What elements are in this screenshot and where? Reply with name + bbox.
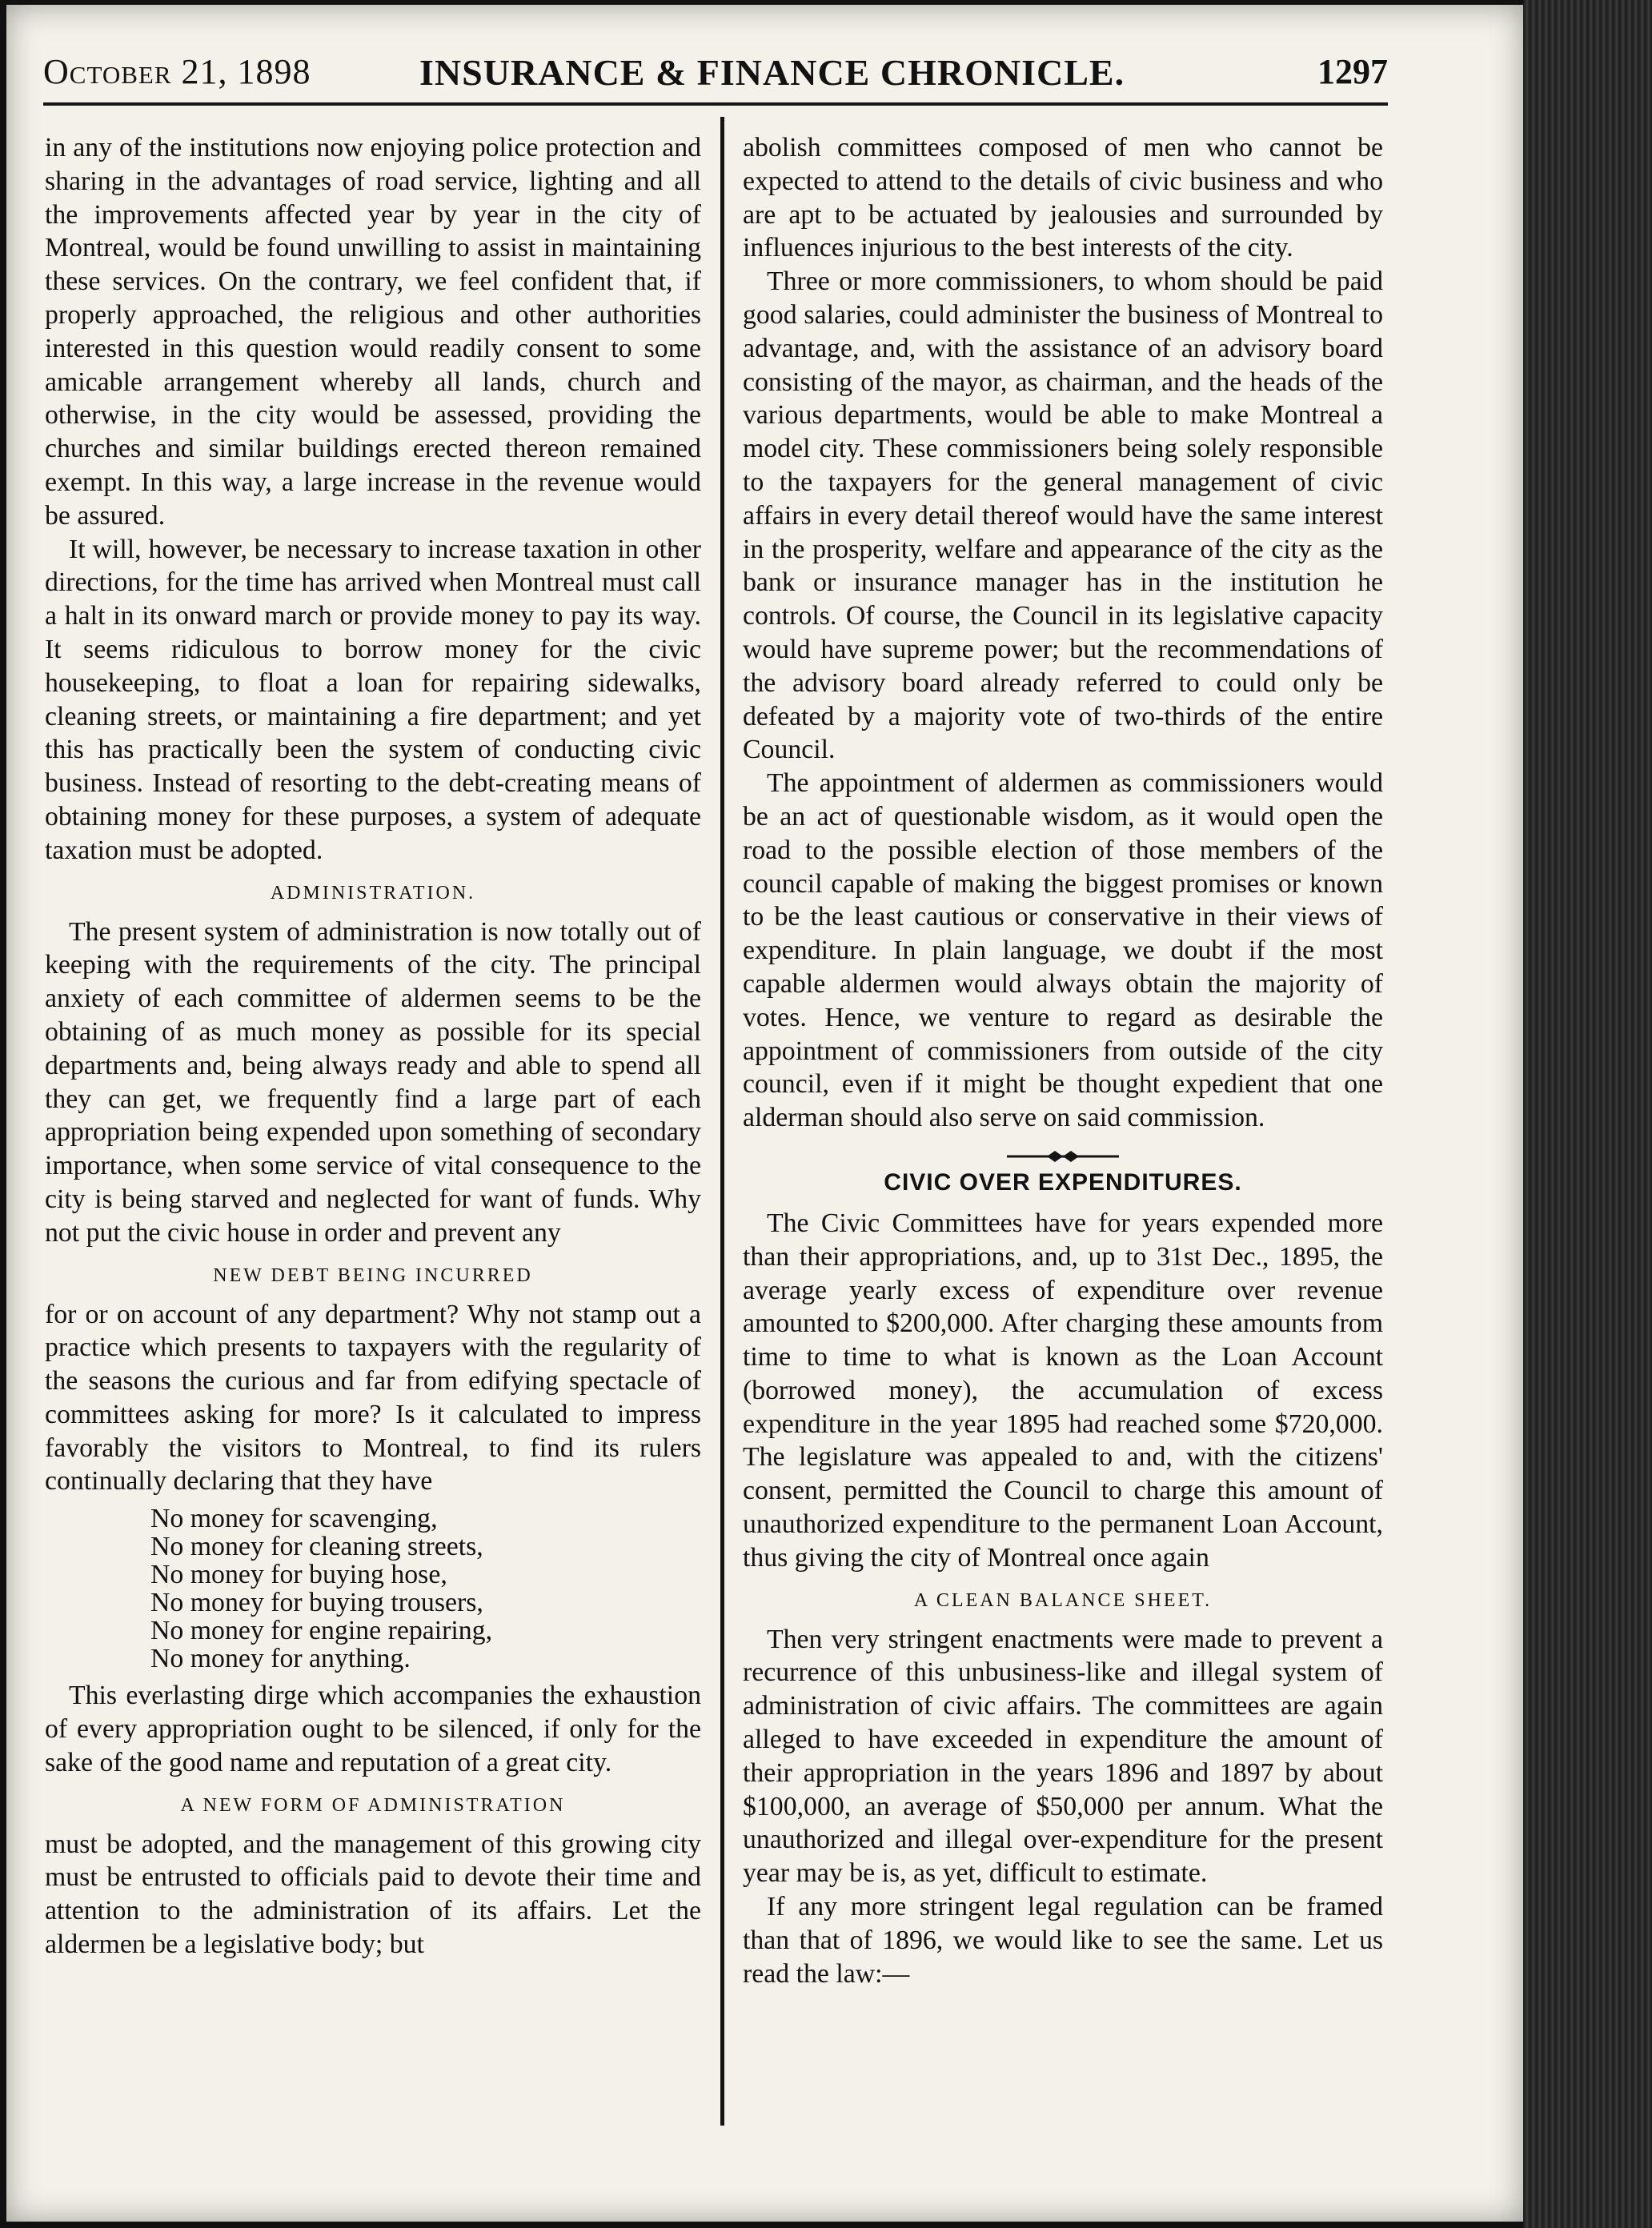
publication-title: INSURANCE & FINANCE CHRONICLE. bbox=[419, 52, 1125, 93]
paragraph: It will, however, be necessary to increase taxation in other directions, for the time has arrived when Montreal must call a halt in its onward march or provide money to pay its way. It seems ridiculous to borrow money for the civic housekeeping, to float a loan for repairing sidewalks, cleaning streets, or maintaining a fire department; and yet this has practically been the system of conducting civic business. Instead of resorting to the debt-creating means of obtaining money for these purposes, a system of adequate taxation must be adopted. bbox=[45, 534, 701, 865]
list-item: No money for buying hose, bbox=[150, 1560, 447, 1590]
left-column bbox=[45, 131, 701, 1962]
section-heading-clean-balance: A CLEAN BALANCE SHEET. bbox=[913, 1589, 1213, 1611]
paragraph: must be adopted, and the management of this growing city must be entrusted to officials paid to devote their time and attention to the administration of its affairs. Let the aldermen be a legislative body; but bbox=[45, 1829, 701, 1960]
paragraph: Then very stringent enactments were made to prevent a recurrence of this unbusiness-like and illegal system of administration of civic affairs. The committees are again alleged to have exceeded in expenditure the amount of their appropriation in the years 1896 and 1897 by about $100,000, an average of $50,000 per annum. What the unauthorized and illegal over-expenditure for the present year may be is, as yet, difficult to estimate. bbox=[743, 1624, 1383, 1889]
issue-date: October 21, 1898 bbox=[43, 52, 311, 91]
paragraph: The present system of administration is now totally out of keeping with the requirements of the city. The principal anxiety of each committee of aldermen seems to be the obtaining of as much money as possible for its special departments and, being always ready and able to spend all they can get, we frequently find a large part of each appropriation being expended upon something of secondary importance, when some service of vital consequence to the city is being starved and neglected for want of funds. Why not put the civic house in order and prevent any bbox=[45, 916, 701, 1248]
page-number: 1297 bbox=[1317, 52, 1388, 91]
paragraph: The Civic Committees have for years expended more than their appropriations, and, up to 31st Dec., 1895, the average yearly excess of expenditure over revenue amounted to $200,000. After charging these amounts from time to time to what is known as the Loan Account (borrowed money), the accumulation of excess expenditure in the year 1895 had reached some $720,000. The legislature was appealed to and, with the citizens' consent, permitted the Council to charge this amount of unauthorized expenditure to the permanent Loan Account, thus giving the city of Montreal once again bbox=[743, 1208, 1383, 1573]
paragraph: This everlasting dirge which accompanies the exhaustion of every appropriation ought to be silenced, if only for the sake of the good name and reputation of a great city. bbox=[45, 1681, 701, 1777]
section-heading-new-debt: NEW DEBT BEING INCURRED bbox=[213, 1264, 533, 1286]
no-money-list bbox=[150, 1505, 701, 1673]
page-header bbox=[43, 51, 1388, 99]
article-title-civic-over-expenditures: CIVIC OVER EXPENDITURES. bbox=[884, 1168, 1242, 1196]
list-item: No money for anything. bbox=[150, 1644, 411, 1674]
section-heading-administration: ADMINISTRATION. bbox=[270, 882, 476, 904]
list-item: No money for scavenging, bbox=[150, 1504, 438, 1534]
paragraph: If any more stringent legal regulation can be framed than that of 1896, we would like to see the same. Let us read the law:— bbox=[743, 1892, 1383, 1989]
paragraph: for or on account of any department? Why not stamp out a practice which presents to taxpayers with the regularity of the seasons the curious and far from edifying spectacle of committees asking for more? Is it calculated to impress favorably the visitors to Montreal, to find its rulers continually declaring that they have bbox=[45, 1299, 701, 1497]
book-page-edges bbox=[1523, 0, 1652, 2228]
paragraph: abolish committees composed of men who cannot be expected to attend to the details of civic business and who are apt to be actuated by jealousies and surrounded by influences injurious to the best interests of the city. bbox=[743, 133, 1383, 263]
list-item: No money for cleaning streets, bbox=[150, 1532, 483, 1562]
paragraph: Three or more commissioners, to whom should be paid good salaries, could administer the business of Montreal to advantage, and, with the assistance of an advisory board consisting of the mayor, as chairman, and the heads of the various departments, would be able to make Montreal a model city. These commissioners being solely responsible to the taxpayers for the general management of civic affairs in every detail thereof would have the same interest in the prosperity, welfare and appearance of the city as the bank or insurance manager has in the institution he controls. Of course, the Council in its legislative capacity would have supreme power; but the recommendations of the advisory board already referred to could only be defeated by a majority vote of two-thirds of the entire Council. bbox=[743, 266, 1383, 765]
ornament-divider bbox=[743, 1140, 1383, 1159]
newspaper-page bbox=[6, 5, 1523, 2222]
column-divider bbox=[720, 117, 724, 2126]
header-rule bbox=[43, 102, 1388, 106]
paragraph: The appointment of aldermen as commissioners would be an act of questionable wisdom, as it would open the road to the possible election of those members of the council capable of making the biggest promises or known to be the least cautious or conservative in their views of expenditure. In plain language, we doubt if the most capable aldermen would always obtain the majority of votes. Hence, we venture to regard as desirable the appointment of commissioners from outside of the city council, even if it might be thought expedient that one alderman should also serve on said commission. bbox=[743, 768, 1383, 1133]
section-heading-new-form: A NEW FORM OF ADMINISTRATION bbox=[180, 1794, 566, 1816]
paragraph: in any of the institutions now enjoying police protection and sharing in the advantages of road service, lighting and all the improvements affected year by year in the city of Montreal, would be found unwilling to assist in maintaining these services. On the contrary, we feel confident that, if properly approached, the religious and other authorities interested in this question would readily consent to some amicable arrangement whereby all lands, church and otherwise, in the city would be assessed, providing the churches and similar buildings erected thereon remained exempt. In this way, a large increase in the revenue would be assured. bbox=[45, 133, 701, 531]
right-column bbox=[743, 131, 1383, 1990]
list-item: No money for engine repairing, bbox=[150, 1616, 493, 1646]
list-item: No money for buying trousers, bbox=[150, 1588, 483, 1618]
